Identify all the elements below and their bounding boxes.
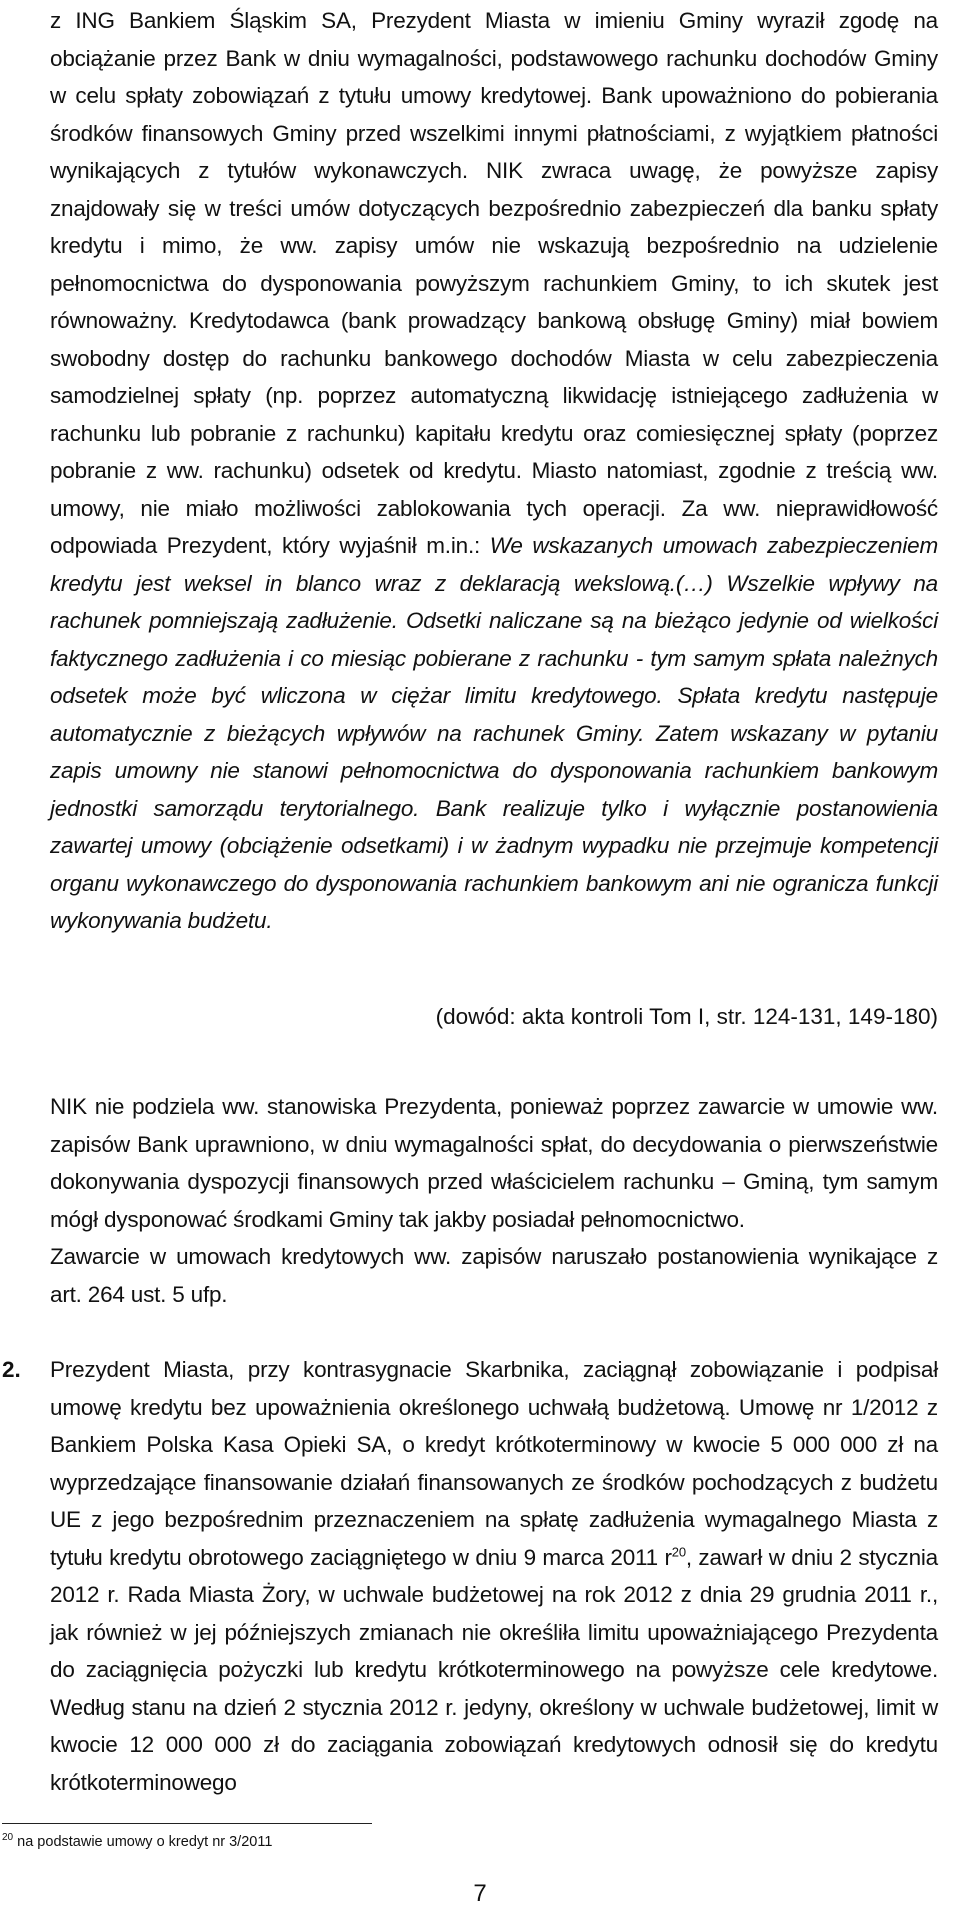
item-2-text [50,1351,938,1801]
president-quote: We wskazanych umowach zabezpieczeniem kredytu jest weksel in blanco wraz z deklaracją wekslową.(…) Wszelkie wpływy na rachunek pomniejszają zadłużenie. Odsetki naliczane są na bieżąco jedynie od wielkości faktycznego zadłużenia i co miesiąc pobierane z rachunku - tym samym spłata należnych odsetek może być wliczona w ciężar limitu kredytowego. Spłata kredytu następuje automatycznie z bieżących wpływów na rachunek Gminy. Zatem wskazany w pytaniu zapis umowny nie stanowi pełnomocnictwa do dysponowania rachunkiem bankowym jednostki samorządu terytorialnego. Bank realizuje tylko i wyłącznie postanowienia zawartej umowy (obciążenie odsetkami) i w żadnym wypadku nie przejmuje kompetencji organu wykonawczego do dysponowania rachunkiem bankowym ani nie ogranicza funkcji wykonywania budżetu. [50,533,938,933]
paragraph-text: z ING Bankiem Śląskim SA, Prezydent Miasta w imieniu Gminy wyraził zgodę na obciążanie przez Bank w dniu wymagalności, podstawowego rachunku dochodów Gminy w celu spłaty zobowiązań z tytułu umowy kredytowej. Bank upoważniono do pobierania środków finansowych Gminy przed wszelkimi innymi płatnościami, z wyjątkiem płatności wynikających z tytułów wykonawczych. NIK zwraca uwagę, że powyższe zapisy znajdowały się w treści umów dotyczących bezpośrednio zabezpieczeń dla banku spłaty kredytu i mimo, że ww. zapisy umów nie wskazują bezpośrednio na udzielenie pełnomocnictwa do dysponowania powyższym rachunkiem Gminy, to ich skutek jest równoważny. Kredytodawca (bank prowadzący bankową obsługę Gminy) miał bowiem swobodny dostęp do rachunku bankowego dochodów Miasta w celu zabezpieczenia samodzielnej spłaty (np. poprzez automatyczną likwidację istniejącego zadłużenia w rachunku lub pobranie z rachunku) kapitału kredytu oraz comiesięcznej spłaty (poprzez pobranie z ww. rachunku) odsetek od kredytu. Miasto natomiast, zgodnie z treścią ww. umowy, nie miało możliwości zablokowania tych operacji. Za ww. nieprawidłowość odpowiada Prezydent, który wyjaśnił m.in.: [50,8,938,558]
item-text-before: Prezydent Miasta, przy kontrasygnacie Skarbnika, zaciągnął zobowiązanie i podpisał umowę kredytu bez upoważnienia określonego uchwałą budżetową. Umowę nr 1/2012 z Bankiem Polska Kasa Opieki SA, o kredyt krótkoterminowy w kwocie 5 000 000 zł na wyprzedzające finansowanie działań finansowanych ze środków pochodzących z budżetu UE z jego bezpośrednim przeznaczeniem na spłatę zadłużenia wymagalnego Miasta z tytułu kredytu obrotowego zaciągniętego w dniu 9 marca 2011 r [50,1357,938,1570]
page-number: 7 [473,1880,487,1907]
item-text-after: , zawarł w dniu 2 stycznia 2012 r. Rada Miasta Żory, w uchwale budżetowej na rok 2012 z dnia 29 grudnia 2011 r., jak również w jej późniejszych zmianach nie określiła limitu upoważniającego Prezydenta do zaciągnięcia pożyczki lub kredytu krótkoterminowego na powyższe cele kredytowe. Według stanu na dzień 2 stycznia 2012 r. jedyny, określony w uchwale budżetowej, limit w kwocie 12 000 000 zł do zaciągania zobowiązań kredytowych odnosił się do kredytu krótkoterminowego [50,1544,938,1795]
footnote [2,1833,272,1851]
footnote-reference[interactable]: 20 [671,1544,686,1559]
footnote-divider [2,1823,372,1824]
footnote-text: na podstawie umowy o kredyt nr 3/2011 [13,1834,273,1850]
paragraph-violation: Zawarcie w umowach kredytowych ww. zapisów naruszało postanowienia wynikające z art. 264 ust. 5 ufp. [50,1244,938,1307]
item-number: 2. [2,1357,21,1382]
evidence-citation: (dowód: akta kontroli Tom I, str. 124-131, 149-180) [435,1004,938,1029]
paragraph-nik-position: NIK nie podziela ww. stanowiska Prezydenta, ponieważ poprzez zawarcie w umowie ww. zapisów Bank uprawniono, w dniu wymagalności spłat, do decydowania o pierwszeństwie dokonywania dyspozycji finansowych przed właścicielem rachunku – Gminą, tym samym mógł dysponować środkami Gminy tak jakby posiadał pełnomocnictwo. [50,1094,938,1232]
paragraph-bank-clause [50,2,938,940]
footnote-number: 20 [2,1832,14,1844]
